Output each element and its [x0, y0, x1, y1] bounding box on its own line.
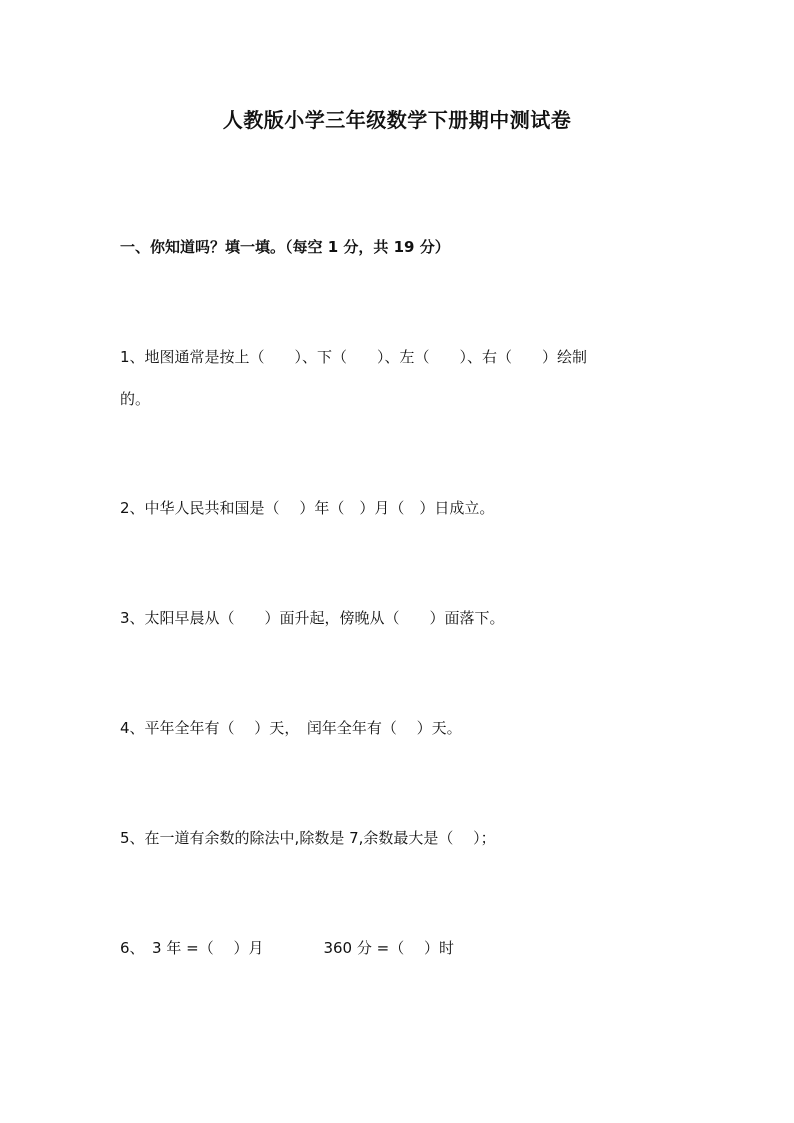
page-title: 人教版小学三年级数学下册期中测试卷: [222, 108, 572, 132]
question-5: 5、在一道有余数的除法中,除数是 7,余数最大是（ ）；: [120, 829, 496, 847]
question-6: 6、 3 年 =（ ）月 360 分 =（ ）时: [120, 939, 454, 957]
question-3: 3、太阳早晨从（ ）面升起，傍晚从（ ）面落下。: [120, 609, 505, 627]
question-4: 4、平年全年有（ ）天， 闰年全年有（ ）天。: [120, 719, 462, 737]
question-1-line-1: 1、地图通常是按上（ ）、下（ ）、左（ ）、右（ ）绘制: [120, 348, 588, 366]
question-1-line-2: 的。: [120, 390, 151, 408]
section-heading: 一、你知道吗？填一填。（每空 1 分，共 19 分）: [120, 238, 450, 256]
question-2: 2、中华人民共和国是（ ）年（ ）月（ ）日成立。: [120, 499, 495, 517]
